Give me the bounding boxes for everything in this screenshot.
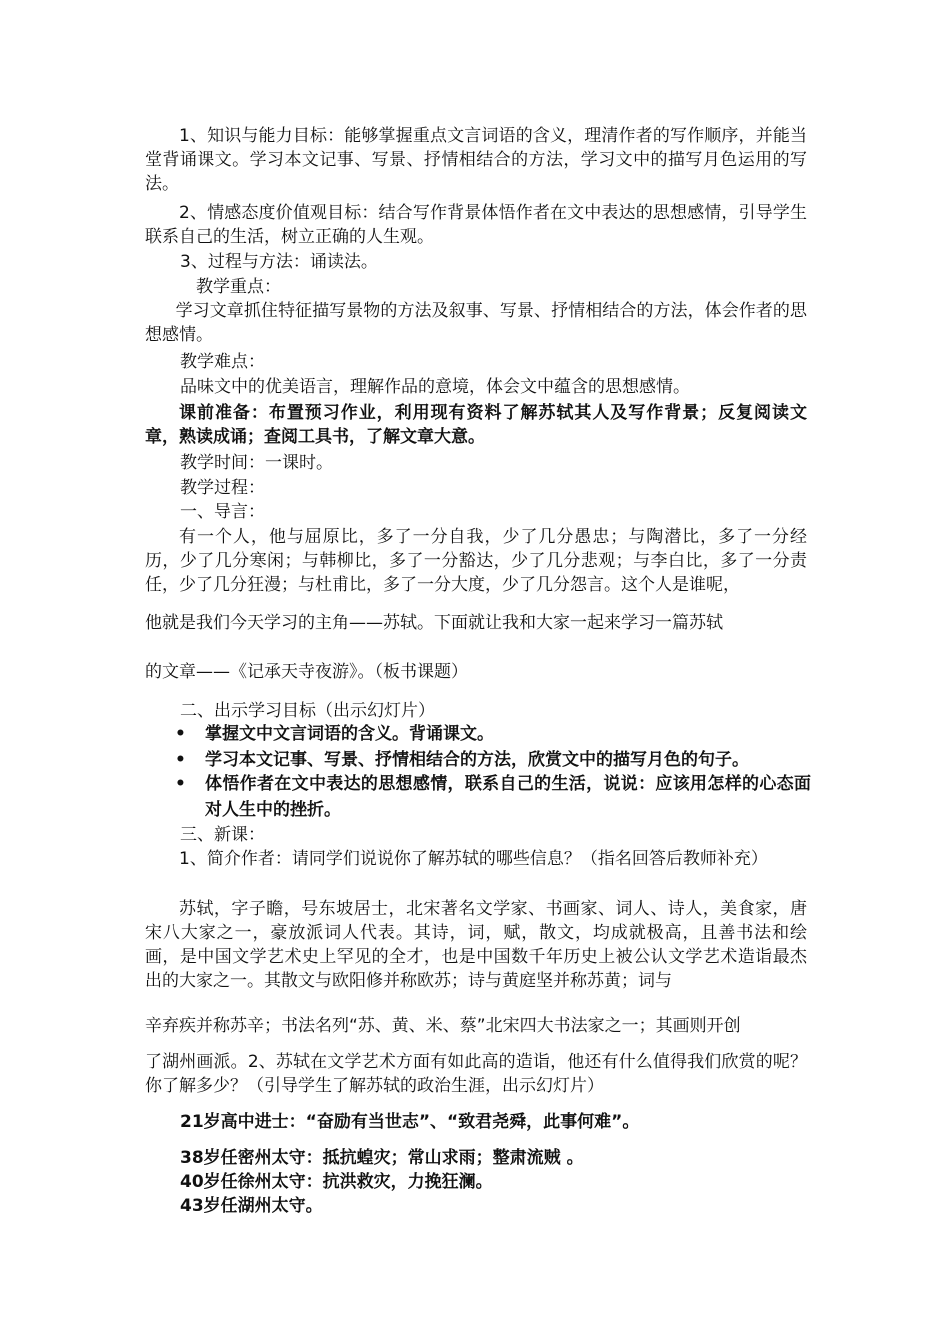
su-shi-bio-line-3: 了湖州画派。2、苏轼在文学艺术方面有如此高的造诣，他还有什么值得我们欣赏的呢？你了解多少？（引导学生了解苏轼的政治生涯，出示幻灯片） xyxy=(145,1052,807,1096)
intro-heading: 一、导言： xyxy=(180,502,265,522)
objective-2: 2、情感态度价值观目标：结合写作背景体悟作者在文中表达的思想感情，引导学生联系自己的生活，树立正确的人生观。 xyxy=(145,203,807,247)
goal-item-1: 掌握文中文言词语的含义。背诵课文。 xyxy=(205,724,494,744)
bullet-2: • xyxy=(175,750,186,770)
career-item-3: 40岁任徐州太守：抗洪救灾，力挽狂澜。 xyxy=(180,1172,493,1192)
difficulties-text: 品味文中的优美语言，理解作品的意境，体会文中蕴含的思想感情。 xyxy=(180,377,690,397)
bullet-3: • xyxy=(175,774,186,794)
career-item-1: 21岁高中进士：“奋励有当世志”、“致君尧舜，此事何难”。 xyxy=(180,1112,640,1132)
new-lesson-heading: 三、新课： xyxy=(180,825,265,845)
goals-heading: 二、出示学习目标（出示幻灯片） xyxy=(180,701,435,721)
objective-3: 3、过程与方法：诵读法。 xyxy=(180,252,378,272)
su-shi-bio-line-2: 辛弃疾并称苏辛；书法名列“苏、黄、米、蔡”北宋四大书法家之一；其画则开创 xyxy=(145,1016,741,1036)
preparation: 课前准备：布置预习作业，利用现有资料了解苏轼其人及写作背景；反复阅读文章，熟读成诵；查阅工具书，了解文章大意。 xyxy=(145,403,807,447)
key-points-heading: 教学重点： xyxy=(196,277,281,297)
career-item-4: 43岁任湖州太守。 xyxy=(180,1196,323,1216)
key-points-text: 学习文章抓住特征描写景物的方法及叙事、写景、抒情相结合的方法，体会作者的思想感情。 xyxy=(145,301,807,345)
teaching-process: 教学过程： xyxy=(180,478,265,498)
objective-1: 1、知识与能力目标：能够掌握重点文言词语的含义，理清作者的写作顺序，并能当堂背诵课文。学习本文记事、写景、抒情相结合的方法，学习文中的描写月色运用的写法。 xyxy=(145,126,807,194)
intro-line-3: 的文章——《记承天寺夜游》。（板书课题） xyxy=(145,662,468,682)
goal-item-2: 学习本文记事、写景、抒情相结合的方法，欣赏文中的描写月色的句子。 xyxy=(205,750,749,770)
teaching-time: 教学时间：一课时。 xyxy=(180,453,333,473)
goal-item-3: 体悟作者在文中表达的思想感情，联系自己的生活，说说：应该用怎样的心态面对人生中的挫折。 xyxy=(205,774,811,820)
intro-line-2: 他就是我们今天学习的主角——苏轼。下面就让我和大家一起来学习一篇苏轼 xyxy=(145,613,723,633)
career-item-2: 38岁任密州太守：抵抗蝗灾；常山求雨；整肃流贼 。 xyxy=(180,1148,584,1168)
su-shi-bio: 苏轼，字子瞻，号东坡居士，北宋著名文学家、书画家、词人、诗人，美食家，唐宋八大家之一，豪放派词人代表。其诗，词，赋，散文，均成就极高，且善书法和绘画，是中国文学艺术史上罕见的全才，也是中国数千年历史上被公认文学艺术造诣最杰出的大家之一。其散文与欧阳修并称欧苏；诗与黄庭坚并称苏黄；词与 xyxy=(145,899,807,991)
difficulties-heading: 教学难点： xyxy=(180,352,265,372)
intro-text: 有一个人，他与屈原比，多了一分自我，少了几分愚忠；与陶潜比，多了一分经历，少了几分寒闲；与韩柳比，多了一分豁达，少了几分悲观；与李白比，多了一分责任，少了几分狂漫；与杜甫比，多了一分大度，少了几分怨言。这个人是谁呢， xyxy=(145,527,807,595)
new-lesson-question-1: 1、简介作者：请同学们说说你了解苏轼的哪些信息？（指名回答后教师补充） xyxy=(179,849,768,869)
bullet-1: • xyxy=(175,724,186,744)
